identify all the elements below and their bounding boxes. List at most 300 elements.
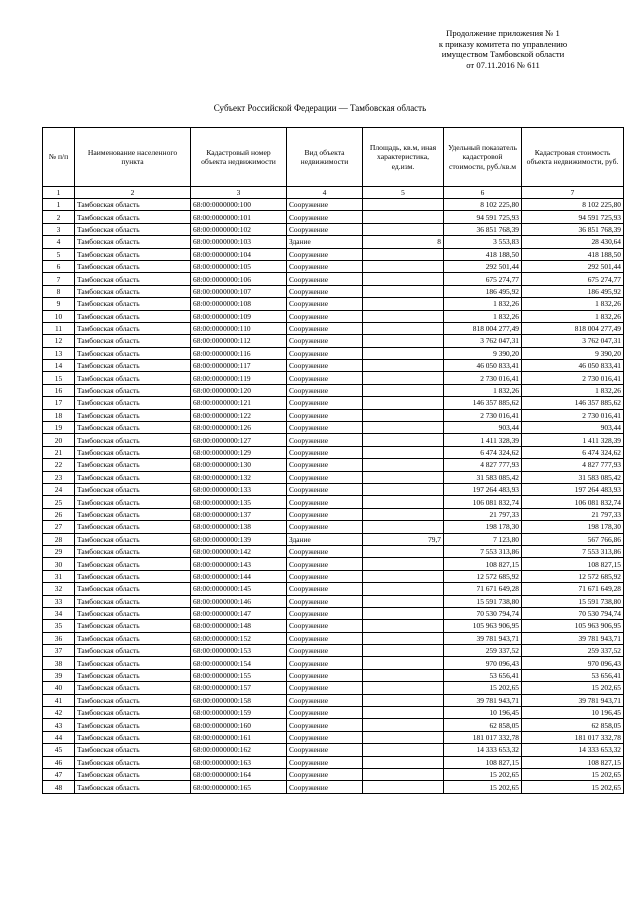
row-number: 47 [43,768,75,780]
object-type-cell: Сооружение [287,756,363,768]
area-cell [363,570,444,582]
cadastral-number-cell: 68:00:0000000:154 [191,657,287,669]
locality-cell: Тамбовская область [75,483,191,495]
locality-cell: Тамбовская область [75,211,191,223]
row-number: 17 [43,397,75,409]
locality-cell: Тамбовская область [75,508,191,520]
table-row [43,620,624,632]
unit-value-cell: 675 274,77 [444,273,522,285]
cadastral-number-cell: 68:00:0000000:120 [191,384,287,396]
row-number: 28 [43,533,75,545]
table-row [43,781,624,793]
row-number: 32 [43,583,75,595]
cadastral-value-cell: 62 858,05 [522,719,624,731]
column-header-unit-value: Удельный показатель кадастровой стоимости, руб./кв.м [444,128,522,187]
table-row [43,322,624,334]
area-cell [363,409,444,421]
table-row [43,211,624,223]
cadastral-value-cell: 7 553 313,86 [522,545,624,557]
cadastral-value-cell: 1 832,26 [522,384,624,396]
table-row [43,731,624,743]
cadastral-value-cell: 94 591 725,93 [522,211,624,223]
locality-cell: Тамбовская область [75,397,191,409]
row-number: 18 [43,409,75,421]
column-header-area: Площадь, кв.м, иная характеристика, ед.изм. [363,128,444,187]
table-header-row [43,128,624,187]
cadastral-number-cell: 68:00:0000000:160 [191,719,287,731]
object-type-cell: Сооружение [287,248,363,260]
cadastral-number-cell: 68:00:0000000:153 [191,645,287,657]
area-cell [363,595,444,607]
row-number: 31 [43,570,75,582]
table-row [43,521,624,533]
column-header-cadastral-value: Кадастровая стоимость объекта недвижимости, руб. [522,128,624,187]
table-row [43,236,624,248]
cadastral-number-cell: 68:00:0000000:142 [191,545,287,557]
object-type-cell: Сооружение [287,768,363,780]
table-row [43,199,624,211]
object-type-cell: Сооружение [287,620,363,632]
column-number: 7 [522,187,624,199]
unit-value-cell: 46 050 833,41 [444,360,522,372]
cadastral-value-cell: 181 017 332,78 [522,731,624,743]
cadastral-number-cell: 68:00:0000000:127 [191,434,287,446]
table-row [43,422,624,434]
area-cell [363,707,444,719]
cadastral-value-cell: 146 357 885,62 [522,397,624,409]
row-number: 12 [43,335,75,347]
row-number: 8 [43,285,75,297]
table-row [43,310,624,322]
column-number: 2 [75,187,191,199]
area-cell: 8 [363,236,444,248]
area-cell [363,397,444,409]
row-number: 2 [43,211,75,223]
row-number: 14 [43,360,75,372]
appendix-header-line: от 07.11.2016 № 611 [466,59,540,70]
table-row [43,260,624,272]
cadastral-value-cell: 567 766,86 [522,533,624,545]
object-type-cell: Сооружение [287,545,363,557]
table-row [43,434,624,446]
cadastral-value-cell: 15 591 738,80 [522,595,624,607]
row-number: 29 [43,545,75,557]
area-cell [363,360,444,372]
area-cell [363,719,444,731]
area-cell [363,273,444,285]
area-cell [363,558,444,570]
row-number: 27 [43,521,75,533]
locality-cell: Тамбовская область [75,236,191,248]
row-number: 16 [43,384,75,396]
cadastral-value-cell: 108 827,15 [522,558,624,570]
appendix-header-line: Продолжение приложения № 1 [446,28,560,38]
area-cell [363,322,444,334]
cadastral-number-cell: 68:00:0000000:126 [191,422,287,434]
cadastral-number-cell: 68:00:0000000:116 [191,347,287,359]
row-number: 3 [43,223,75,235]
cadastral-value-cell: 39 781 943,71 [522,632,624,644]
row-number: 42 [43,707,75,719]
locality-cell: Тамбовская область [75,372,191,384]
object-type-cell: Сооружение [287,446,363,458]
object-type-cell: Сооружение [287,409,363,421]
locality-cell: Тамбовская область [75,669,191,681]
locality-cell: Тамбовская область [75,607,191,619]
locality-cell: Тамбовская область [75,682,191,694]
locality-cell: Тамбовская область [75,360,191,372]
unit-value-cell: 108 827,15 [444,756,522,768]
cadastral-value-cell: 105 963 906,95 [522,620,624,632]
object-type-cell: Сооружение [287,434,363,446]
table-row [43,409,624,421]
locality-cell: Тамбовская область [75,223,191,235]
row-number: 43 [43,719,75,731]
area-cell [363,545,444,557]
unit-value-cell: 53 656,41 [444,669,522,681]
locality-cell: Тамбовская область [75,285,191,297]
cadastral-value-cell: 10 196,45 [522,707,624,719]
locality-cell: Тамбовская область [75,595,191,607]
cadastral-value-cell: 28 430,64 [522,236,624,248]
cadastral-value-cell: 418 188,50 [522,248,624,260]
unit-value-cell: 70 530 794,74 [444,607,522,619]
locality-cell: Тамбовская область [75,657,191,669]
row-number: 46 [43,756,75,768]
unit-value-cell: 4 827 777,93 [444,459,522,471]
object-type-cell: Сооружение [287,645,363,657]
cadastral-value-cell: 71 671 649,28 [522,583,624,595]
locality-cell: Тамбовская область [75,756,191,768]
cadastral-number-cell: 68:00:0000000:137 [191,508,287,520]
object-type-cell: Сооружение [287,372,363,384]
cadastral-value-cell: 1 411 328,39 [522,434,624,446]
object-type-cell: Сооружение [287,595,363,607]
cadastral-number-cell: 68:00:0000000:121 [191,397,287,409]
locality-cell: Тамбовская область [75,781,191,793]
area-cell [363,211,444,223]
cadastral-number-cell: 68:00:0000000:122 [191,409,287,421]
table-body [43,199,624,794]
locality-cell: Тамбовская область [75,731,191,743]
cadastral-value-cell: 675 274,77 [522,273,624,285]
area-cell [363,669,444,681]
cadastral-number-cell: 68:00:0000000:163 [191,756,287,768]
object-type-cell: Сооружение [287,657,363,669]
object-type-cell: Сооружение [287,483,363,495]
object-type-cell: Здание [287,236,363,248]
cadastral-value-cell: 2 730 016,41 [522,372,624,384]
row-number: 22 [43,459,75,471]
appendix-header-line: имуществом Тамбовской области [441,49,565,60]
cadastral-number-cell: 68:00:0000000:102 [191,223,287,235]
row-number: 48 [43,781,75,793]
cadastral-number-cell: 68:00:0000000:129 [191,446,287,458]
cadastral-number-cell: 68:00:0000000:161 [191,731,287,743]
unit-value-cell: 15 202,65 [444,682,522,694]
cadastral-value-cell: 108 827,15 [522,756,624,768]
cadastral-value-cell: 36 851 768,39 [522,223,624,235]
unit-value-cell: 10 196,45 [444,707,522,719]
cadastral-value-cell: 970 096,43 [522,657,624,669]
unit-value-cell: 62 858,05 [444,719,522,731]
unit-value-cell: 39 781 943,71 [444,632,522,644]
table-row [43,483,624,495]
locality-cell: Тамбовская область [75,570,191,582]
cadastral-value-cell: 106 081 832,74 [522,496,624,508]
cadastral-number-cell: 68:00:0000000:117 [191,360,287,372]
area-cell [363,298,444,310]
unit-value-cell: 21 797,33 [444,508,522,520]
cadastral-number-cell: 68:00:0000000:101 [191,211,287,223]
area-cell [363,731,444,743]
area-cell [363,645,444,657]
unit-value-cell: 9 390,20 [444,347,522,359]
unit-value-cell: 31 583 085,42 [444,471,522,483]
row-number: 21 [43,446,75,458]
area-cell [363,459,444,471]
unit-value-cell: 15 202,65 [444,781,522,793]
area-cell [363,310,444,322]
row-number: 44 [43,731,75,743]
cadastral-number-cell: 68:00:0000000:108 [191,298,287,310]
cadastral-value-cell: 1 832,26 [522,298,624,310]
table-row [43,558,624,570]
appendix-header [390,28,616,70]
object-type-cell: Сооружение [287,199,363,211]
cadastral-number-cell: 68:00:0000000:105 [191,260,287,272]
object-type-cell: Сооружение [287,211,363,223]
row-number: 37 [43,645,75,657]
unit-value-cell: 71 671 649,28 [444,583,522,595]
locality-cell: Тамбовская область [75,694,191,706]
unit-value-cell: 36 851 768,39 [444,223,522,235]
area-cell [363,471,444,483]
unit-value-cell: 970 096,43 [444,657,522,669]
object-type-cell: Сооружение [287,285,363,297]
locality-cell: Тамбовская область [75,707,191,719]
cadastral-value-cell: 186 495,92 [522,285,624,297]
table-row [43,694,624,706]
table-row [43,223,624,235]
area-cell [363,347,444,359]
row-number: 39 [43,669,75,681]
object-type-cell: Сооружение [287,347,363,359]
cadastral-number-cell: 68:00:0000000:148 [191,620,287,632]
unit-value-cell: 1 832,26 [444,310,522,322]
locality-cell: Тамбовская область [75,273,191,285]
table-row [43,595,624,607]
area-cell [363,657,444,669]
appendix-header-line: к приказу комитета по управлению [438,38,568,49]
object-type-cell: Сооружение [287,719,363,731]
object-type-cell: Здание [287,533,363,545]
object-type-cell: Сооружение [287,360,363,372]
area-cell [363,756,444,768]
cadastral-number-cell: 68:00:0000000:103 [191,236,287,248]
area-cell [363,768,444,780]
cadastral-value-cell: 259 337,52 [522,645,624,657]
row-number: 36 [43,632,75,644]
object-type-cell: Сооружение [287,273,363,285]
column-number: 4 [287,187,363,199]
table-row [43,645,624,657]
cadastral-number-cell: 68:00:0000000:133 [191,483,287,495]
cadastral-value-cell: 15 202,65 [522,768,624,780]
cadastral-number-cell: 68:00:0000000:135 [191,496,287,508]
locality-cell: Тамбовская область [75,347,191,359]
locality-cell: Тамбовская область [75,422,191,434]
row-number: 20 [43,434,75,446]
column-numbers-row [43,187,624,199]
table-row [43,496,624,508]
locality-cell: Тамбовская область [75,471,191,483]
unit-value-cell: 3 553,83 [444,236,522,248]
table-row [43,583,624,595]
row-number: 11 [43,322,75,334]
locality-cell: Тамбовская область [75,558,191,570]
object-type-cell: Сооружение [287,558,363,570]
area-cell [363,781,444,793]
row-number: 6 [43,260,75,272]
table-row [43,719,624,731]
cadastral-value-cell: 198 178,30 [522,521,624,533]
area-cell [363,632,444,644]
cadastral-value-cell: 12 572 685,92 [522,570,624,582]
locality-cell: Тамбовская область [75,260,191,272]
object-type-cell: Сооружение [287,298,363,310]
column-header-cadastral-number: Кадастровый номер объекта недвижимости [191,128,287,187]
cadastral-value-cell: 197 264 483,93 [522,483,624,495]
table-row [43,570,624,582]
cadastral-number-cell: 68:00:0000000:145 [191,583,287,595]
locality-cell: Тамбовская область [75,384,191,396]
cadastral-number-cell: 68:00:0000000:109 [191,310,287,322]
cadastral-value-cell: 4 827 777,93 [522,459,624,471]
cadastral-value-cell: 70 530 794,74 [522,607,624,619]
area-cell [363,223,444,235]
area-cell [363,620,444,632]
table-row [43,632,624,644]
unit-value-cell: 7 123,80 [444,533,522,545]
locality-cell: Тамбовская область [75,322,191,334]
row-number: 45 [43,744,75,756]
row-number: 34 [43,607,75,619]
unit-value-cell: 39 781 943,71 [444,694,522,706]
locality-cell: Тамбовская область [75,645,191,657]
row-number: 15 [43,372,75,384]
unit-value-cell: 818 004 277,49 [444,322,522,334]
row-number: 41 [43,694,75,706]
cadastral-value-cell: 15 202,65 [522,682,624,694]
cadastral-value-cell: 818 004 277,49 [522,322,624,334]
row-number: 9 [43,298,75,310]
table-row [43,682,624,694]
cadastral-value-cell: 53 656,41 [522,669,624,681]
object-type-cell: Сооружение [287,521,363,533]
cadastral-value-cell: 1 832,26 [522,310,624,322]
cadastral-number-cell: 68:00:0000000:139 [191,533,287,545]
area-cell [363,285,444,297]
table-row [43,533,624,545]
table-row [43,707,624,719]
row-number: 13 [43,347,75,359]
locality-cell: Тамбовская область [75,583,191,595]
cadastral-number-cell: 68:00:0000000:143 [191,558,287,570]
cadastral-value-cell: 15 202,65 [522,781,624,793]
cadastral-number-cell: 68:00:0000000:132 [191,471,287,483]
area-cell [363,521,444,533]
unit-value-cell: 106 081 832,74 [444,496,522,508]
locality-cell: Тамбовская область [75,409,191,421]
object-type-cell: Сооружение [287,471,363,483]
column-header-locality: Наименование населенного пункта [75,128,191,187]
object-type-cell: Сооружение [287,384,363,396]
cadastral-number-cell: 68:00:0000000:164 [191,768,287,780]
area-cell [363,583,444,595]
table-row [43,657,624,669]
row-number: 40 [43,682,75,694]
row-number: 33 [43,595,75,607]
locality-cell: Тамбовская область [75,521,191,533]
table-row [43,545,624,557]
unit-value-cell: 105 963 906,95 [444,620,522,632]
object-type-cell: Сооружение [287,496,363,508]
cadastral-value-cell: 9 390,20 [522,347,624,359]
cadastral-number-cell: 68:00:0000000:152 [191,632,287,644]
table-row [43,669,624,681]
unit-value-cell: 146 357 885,62 [444,397,522,409]
locality-cell: Тамбовская область [75,335,191,347]
column-header-number: № п/п [43,128,75,187]
cadastral-number-cell: 68:00:0000000:112 [191,335,287,347]
unit-value-cell: 181 017 332,78 [444,731,522,743]
area-cell [363,508,444,520]
table-row [43,372,624,384]
object-type-cell: Сооружение [287,397,363,409]
row-number: 23 [43,471,75,483]
locality-cell: Тамбовская область [75,545,191,557]
cadastral-number-cell: 68:00:0000000:104 [191,248,287,260]
table-row [43,508,624,520]
table-row [43,607,624,619]
subject-title: Субъект Российской Федерации — Тамбовская область [213,103,427,113]
table-row [43,248,624,260]
area-cell [363,199,444,211]
unit-value-cell: 186 495,92 [444,285,522,297]
cadastral-number-cell: 68:00:0000000:130 [191,459,287,471]
column-number: 1 [43,187,75,199]
cadastral-number-cell: 68:00:0000000:158 [191,694,287,706]
object-type-cell: Сооружение [287,744,363,756]
locality-cell: Тамбовская область [75,446,191,458]
unit-value-cell: 418 188,50 [444,248,522,260]
row-number: 5 [43,248,75,260]
cadastral-value-cell: 46 050 833,41 [522,360,624,372]
object-type-cell: Сооружение [287,260,363,272]
table-row [43,756,624,768]
cadastral-number-cell: 68:00:0000000:107 [191,285,287,297]
cadastral-number-cell: 68:00:0000000:119 [191,372,287,384]
table-row [43,471,624,483]
area-cell [363,422,444,434]
cadastral-value-cell: 14 333 653,32 [522,744,624,756]
locality-cell: Тамбовская область [75,533,191,545]
row-number: 19 [43,422,75,434]
object-type-cell: Сооружение [287,322,363,334]
object-type-cell: Сооружение [287,223,363,235]
locality-cell: Тамбовская область [75,310,191,322]
